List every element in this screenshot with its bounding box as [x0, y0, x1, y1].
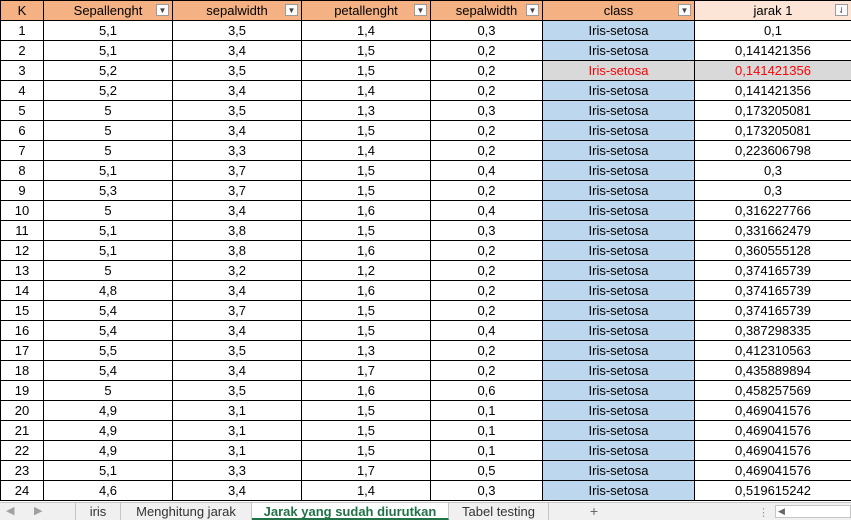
cell-petallenght[interactable]: 1,4 [302, 481, 431, 501]
cell-jarak-1[interactable]: 0,387298335 [695, 321, 851, 341]
cell-jarak-1[interactable]: 0,519615242 [695, 481, 851, 501]
cell-k[interactable]: 16 [1, 321, 44, 341]
cell-sepalwidth[interactable]: 3,7 [173, 301, 302, 321]
cell-sepalwidth[interactable]: 3,4 [173, 321, 302, 341]
cell-k[interactable]: 21 [1, 421, 44, 441]
cell-sepallenght[interactable]: 5,1 [44, 241, 173, 261]
cell-class[interactable]: Iris-setosa [543, 341, 695, 361]
table-row [1, 41, 851, 61]
cell-k[interactable]: 5 [1, 101, 44, 121]
cell-sepalwidth-2[interactable]: 0,2 [431, 141, 543, 161]
cell-petallenght[interactable]: 1,3 [302, 101, 431, 121]
cell-petallenght[interactable]: 1,4 [302, 141, 431, 161]
cell-sepallenght[interactable]: 5,1 [44, 161, 173, 181]
header-label: class [604, 3, 634, 18]
cell-class[interactable]: Iris-setosa [543, 261, 695, 281]
table-row [1, 121, 851, 141]
filter-dropdown-icon[interactable]: ▼ [414, 4, 427, 16]
cell-sepalwidth-2[interactable]: 0,2 [431, 121, 543, 141]
cell-petallenght[interactable]: 1,2 [302, 261, 431, 281]
cell-class[interactable]: Iris-setosa [543, 221, 695, 241]
cell-sepalwidth[interactable]: 3,1 [173, 401, 302, 421]
cell-class[interactable]: Iris-setosa [543, 81, 695, 101]
cell-k[interactable]: 3 [1, 61, 44, 81]
cell-petallenght[interactable]: 1,5 [302, 61, 431, 81]
cell-sepalwidth-2[interactable]: 0,6 [431, 381, 543, 401]
cell-sepalwidth-2[interactable]: 0,3 [431, 101, 543, 121]
cell-sepallenght[interactable]: 5 [44, 381, 173, 401]
cell-petallenght[interactable]: 1,5 [302, 321, 431, 341]
cell-sepalwidth[interactable]: 3,3 [173, 141, 302, 161]
cell-sepallenght[interactable]: 4,6 [44, 481, 173, 501]
cell-sepalwidth-2[interactable]: 0,2 [431, 341, 543, 361]
table-row [1, 341, 851, 361]
table-row [1, 161, 851, 181]
filter-dropdown-icon[interactable]: ▼ [156, 4, 169, 16]
cell-petallenght[interactable]: 1,4 [302, 81, 431, 101]
cell-sepalwidth[interactable]: 3,8 [173, 221, 302, 241]
header-k[interactable] [1, 1, 44, 21]
cell-jarak-1[interactable]: 0,3 [695, 161, 851, 181]
cell-k[interactable]: 7 [1, 141, 44, 161]
sort-descending-filter-icon[interactable]: ⇃ [835, 4, 848, 16]
cell-sepallenght[interactable]: 5,2 [44, 81, 173, 101]
scroll-left-icon[interactable]: ◀ [778, 506, 785, 517]
cell-sepallenght[interactable]: 4,9 [44, 401, 173, 421]
cell-petallenght[interactable]: 1,3 [302, 341, 431, 361]
cell-class[interactable]: Iris-setosa [543, 21, 695, 41]
cell-sepalwidth-2[interactable]: 0,2 [431, 181, 543, 201]
cell-sepallenght[interactable]: 5,3 [44, 181, 173, 201]
tab-tabel-testing[interactable]: Tabel testing [449, 503, 549, 520]
scroll-splitter-icon[interactable]: ⋮ [758, 506, 769, 519]
cell-sepalwidth-2[interactable]: 0,4 [431, 161, 543, 181]
table-row [1, 441, 851, 461]
table-row [1, 281, 851, 301]
cell-sepalwidth-2[interactable]: 0,2 [431, 261, 543, 281]
cell-class[interactable]: Iris-setosa [543, 421, 695, 441]
cell-sepalwidth[interactable]: 3,4 [173, 481, 302, 501]
cell-sepallenght[interactable]: 5,1 [44, 221, 173, 241]
cell-sepalwidth-2[interactable]: 0,2 [431, 41, 543, 61]
cell-sepalwidth-2[interactable]: 0,2 [431, 61, 543, 81]
table-row [1, 201, 851, 221]
table-row [1, 421, 851, 441]
cell-sepallenght[interactable]: 5,4 [44, 321, 173, 341]
cell-jarak-1[interactable]: 0,458257569 [695, 381, 851, 401]
cell-sepallenght[interactable]: 5,4 [44, 361, 173, 381]
cell-sepalwidth-2[interactable]: 0,4 [431, 201, 543, 221]
cell-jarak-1[interactable]: 0,412310563 [695, 341, 851, 361]
cell-sepallenght[interactable]: 5 [44, 101, 173, 121]
cell-sepallenght[interactable]: 5,1 [44, 461, 173, 481]
cell-sepalwidth-2[interactable]: 0,3 [431, 481, 543, 501]
cell-petallenght[interactable]: 1,5 [302, 301, 431, 321]
header-sepalwidth-2[interactable] [431, 1, 543, 21]
next-sheet-icon[interactable]: ▶ [34, 504, 42, 517]
cell-petallenght[interactable]: 1,5 [302, 421, 431, 441]
cell-k[interactable]: 13 [1, 261, 44, 281]
cell-jarak-1[interactable]: 0,316227766 [695, 201, 851, 221]
cell-jarak-1[interactable]: 0,469041576 [695, 421, 851, 441]
header-label: petallenght [334, 3, 398, 18]
cell-class[interactable]: Iris-setosa [543, 281, 695, 301]
cell-class[interactable]: Iris-setosa [543, 101, 695, 121]
table-row [1, 61, 851, 81]
cell-jarak-1[interactable]: 0,374165739 [695, 281, 851, 301]
cell-sepalwidth-2[interactable]: 0,2 [431, 301, 543, 321]
cell-jarak-1[interactable]: 0,141421356 [695, 41, 851, 61]
cell-sepalwidth-2[interactable]: 0,4 [431, 321, 543, 341]
cell-sepalwidth[interactable]: 3,5 [173, 341, 302, 361]
cell-sepallenght[interactable]: 5 [44, 141, 173, 161]
cell-petallenght[interactable]: 1,6 [302, 381, 431, 401]
cell-class[interactable]: Iris-setosa [543, 381, 695, 401]
cell-sepalwidth[interactable]: 3,4 [173, 41, 302, 61]
table-row [1, 221, 851, 241]
cell-sepalwidth[interactable]: 3,4 [173, 121, 302, 141]
cell-sepalwidth[interactable]: 3,1 [173, 421, 302, 441]
table-row [1, 461, 851, 481]
cell-petallenght[interactable]: 1,5 [302, 401, 431, 421]
sheet-tab-bar [0, 502, 851, 520]
cell-sepalwidth-2[interactable]: 0,1 [431, 441, 543, 461]
cell-k[interactable]: 15 [1, 301, 44, 321]
cell-petallenght[interactable]: 1,5 [302, 181, 431, 201]
cell-jarak-1[interactable]: 0,374165739 [695, 261, 851, 281]
cell-k[interactable]: 11 [1, 221, 44, 241]
cell-jarak-1[interactable]: 0,1 [695, 21, 851, 41]
table-body [1, 21, 851, 501]
cell-k[interactable]: 20 [1, 401, 44, 421]
table-row [1, 81, 851, 101]
cell-sepalwidth[interactable]: 3,2 [173, 261, 302, 281]
cell-sepalwidth[interactable]: 3,4 [173, 81, 302, 101]
cell-jarak-1[interactable]: 0,173205081 [695, 121, 851, 141]
cell-class[interactable]: Iris-setosa [543, 241, 695, 261]
header-petallenght[interactable] [302, 1, 431, 21]
cell-sepalwidth[interactable]: 3,5 [173, 21, 302, 41]
cell-k[interactable]: 17 [1, 341, 44, 361]
cell-sepalwidth[interactable]: 3,4 [173, 361, 302, 381]
cell-sepalwidth-2[interactable]: 0,2 [431, 361, 543, 381]
cell-sepallenght[interactable]: 5 [44, 261, 173, 281]
table-row [1, 361, 851, 381]
tab-jarak-yang-sudah-diurutkan[interactable]: Jarak yang sudah diurutkan [252, 503, 449, 520]
cell-sepalwidth-2[interactable]: 0,2 [431, 241, 543, 261]
table-row [1, 401, 851, 421]
cell-sepalwidth[interactable]: 3,1 [173, 441, 302, 461]
table-row [1, 101, 851, 121]
cell-class[interactable]: Iris-setosa [543, 61, 695, 81]
header-label: Sepallenght [74, 3, 143, 18]
cell-jarak-1[interactable]: 0,469041576 [695, 401, 851, 421]
cell-class[interactable]: Iris-setosa [543, 321, 695, 341]
table-row [1, 181, 851, 201]
table-row [1, 301, 851, 321]
cell-petallenght[interactable]: 1,6 [302, 241, 431, 261]
cell-sepallenght[interactable]: 5,1 [44, 21, 173, 41]
cell-petallenght[interactable]: 1,5 [302, 41, 431, 61]
cell-class[interactable]: Iris-setosa [543, 121, 695, 141]
header-label: jarak 1 [753, 3, 792, 18]
header-label: sepalwidth [456, 3, 517, 18]
cell-sepallenght[interactable]: 5,1 [44, 41, 173, 61]
cell-class[interactable]: Iris-setosa [543, 361, 695, 381]
cell-jarak-1[interactable]: 0,435889894 [695, 361, 851, 381]
cell-k[interactable]: 24 [1, 481, 44, 501]
table-row [1, 321, 851, 341]
cell-sepallenght[interactable]: 5,2 [44, 61, 173, 81]
filter-dropdown-icon[interactable]: ▼ [526, 4, 539, 16]
table-row [1, 21, 851, 41]
cell-sepalwidth[interactable]: 3,7 [173, 181, 302, 201]
cell-petallenght[interactable]: 1,6 [302, 281, 431, 301]
cell-petallenght[interactable]: 1,7 [302, 461, 431, 481]
prev-sheet-icon[interactable]: ◀ [6, 504, 14, 517]
tab-menghitung-jarak[interactable]: Menghitung jarak [121, 503, 252, 520]
cell-class[interactable]: Iris-setosa [543, 301, 695, 321]
cell-sepallenght[interactable]: 4,8 [44, 281, 173, 301]
cell-jarak-1[interactable]: 0,374165739 [695, 301, 851, 321]
cell-jarak-1[interactable]: 0,3 [695, 181, 851, 201]
table-row [1, 261, 851, 281]
cell-jarak-1[interactable]: 0,173205081 [695, 101, 851, 121]
cell-jarak-1[interactable]: 0,141421356 [695, 61, 851, 81]
cell-petallenght[interactable]: 1,7 [302, 361, 431, 381]
cell-k[interactable]: 2 [1, 41, 44, 61]
cell-class[interactable]: Iris-setosa [543, 481, 695, 501]
cell-jarak-1[interactable]: 0,469041576 [695, 461, 851, 481]
cell-class[interactable]: Iris-setosa [543, 141, 695, 161]
table-row [1, 241, 851, 261]
cell-k[interactable]: 1 [1, 21, 44, 41]
cell-sepallenght[interactable]: 5,4 [44, 301, 173, 321]
header-sepalwidth[interactable] [173, 1, 302, 21]
cell-class[interactable]: Iris-setosa [543, 41, 695, 61]
cell-sepalwidth[interactable]: 3,7 [173, 161, 302, 181]
cell-sepalwidth-2[interactable]: 0,5 [431, 461, 543, 481]
cell-class[interactable]: Iris-setosa [543, 201, 695, 221]
cell-jarak-1[interactable]: 0,331662479 [695, 221, 851, 241]
cell-class[interactable]: Iris-setosa [543, 441, 695, 461]
cell-k[interactable]: 8 [1, 161, 44, 181]
cell-sepalwidth[interactable]: 3,5 [173, 61, 302, 81]
cell-sepalwidth[interactable]: 3,5 [173, 101, 302, 121]
cell-petallenght[interactable]: 1,6 [302, 201, 431, 221]
cell-sepalwidth-2[interactable]: 0,2 [431, 281, 543, 301]
cell-jarak-1[interactable]: 0,141421356 [695, 81, 851, 101]
cell-k[interactable]: 9 [1, 181, 44, 201]
cell-sepallenght[interactable]: 4,9 [44, 441, 173, 461]
header-label: sepalwidth [206, 3, 267, 18]
cell-petallenght[interactable]: 1,5 [302, 221, 431, 241]
cell-sepalwidth[interactable]: 3,3 [173, 461, 302, 481]
cell-petallenght[interactable]: 1,4 [302, 21, 431, 41]
cell-jarak-1[interactable]: 0,469041576 [695, 441, 851, 461]
cell-sepalwidth[interactable]: 3,8 [173, 241, 302, 261]
cell-sepalwidth[interactable]: 3,4 [173, 281, 302, 301]
cell-sepalwidth-2[interactable]: 0,2 [431, 81, 543, 101]
cell-k[interactable]: 4 [1, 81, 44, 101]
horizontal-scrollbar[interactable] [775, 505, 851, 518]
tab-iris[interactable]: iris [75, 503, 121, 520]
cell-class[interactable]: Iris-setosa [543, 161, 695, 181]
cell-sepalwidth-2[interactable]: 0,1 [431, 421, 543, 441]
header-jarak-1[interactable] [695, 1, 851, 21]
cell-k[interactable]: 18 [1, 361, 44, 381]
header-sepallenght[interactable] [44, 1, 173, 21]
cell-jarak-1[interactable]: 0,360555128 [695, 241, 851, 261]
header-row [1, 1, 851, 21]
cell-k[interactable]: 22 [1, 441, 44, 461]
cell-sepallenght[interactable]: 5 [44, 201, 173, 221]
cell-k[interactable]: 10 [1, 201, 44, 221]
add-sheet-icon[interactable]: + [584, 503, 604, 520]
cell-sepalwidth-2[interactable]: 0,1 [431, 401, 543, 421]
table-row [1, 381, 851, 401]
cell-sepalwidth-2[interactable]: 0,3 [431, 221, 543, 241]
cell-jarak-1[interactable]: 0,223606798 [695, 141, 851, 161]
cell-class[interactable]: Iris-setosa [543, 461, 695, 481]
cell-sepalwidth-2[interactable]: 0,3 [431, 21, 543, 41]
filter-dropdown-icon[interactable]: ▼ [285, 4, 298, 16]
cell-class[interactable]: Iris-setosa [543, 181, 695, 201]
cell-sepalwidth[interactable]: 3,4 [173, 201, 302, 221]
table-row [1, 481, 851, 501]
cell-k[interactable]: 19 [1, 381, 44, 401]
filter-dropdown-icon[interactable]: ▼ [678, 4, 691, 16]
cell-sepallenght[interactable]: 5,5 [44, 341, 173, 361]
cell-k[interactable]: 6 [1, 121, 44, 141]
cell-petallenght[interactable]: 1,5 [302, 121, 431, 141]
cell-petallenght[interactable]: 1,5 [302, 161, 431, 181]
cell-sepallenght[interactable]: 4,9 [44, 421, 173, 441]
header-label: K [18, 3, 27, 18]
cell-sepallenght[interactable]: 5 [44, 121, 173, 141]
cell-k[interactable]: 14 [1, 281, 44, 301]
header-class[interactable] [543, 1, 695, 21]
cell-k[interactable]: 12 [1, 241, 44, 261]
cell-sepalwidth[interactable]: 3,5 [173, 381, 302, 401]
cell-class[interactable]: Iris-setosa [543, 401, 695, 421]
cell-petallenght[interactable]: 1,5 [302, 441, 431, 461]
cell-k[interactable]: 23 [1, 461, 44, 481]
table-row [1, 141, 851, 161]
